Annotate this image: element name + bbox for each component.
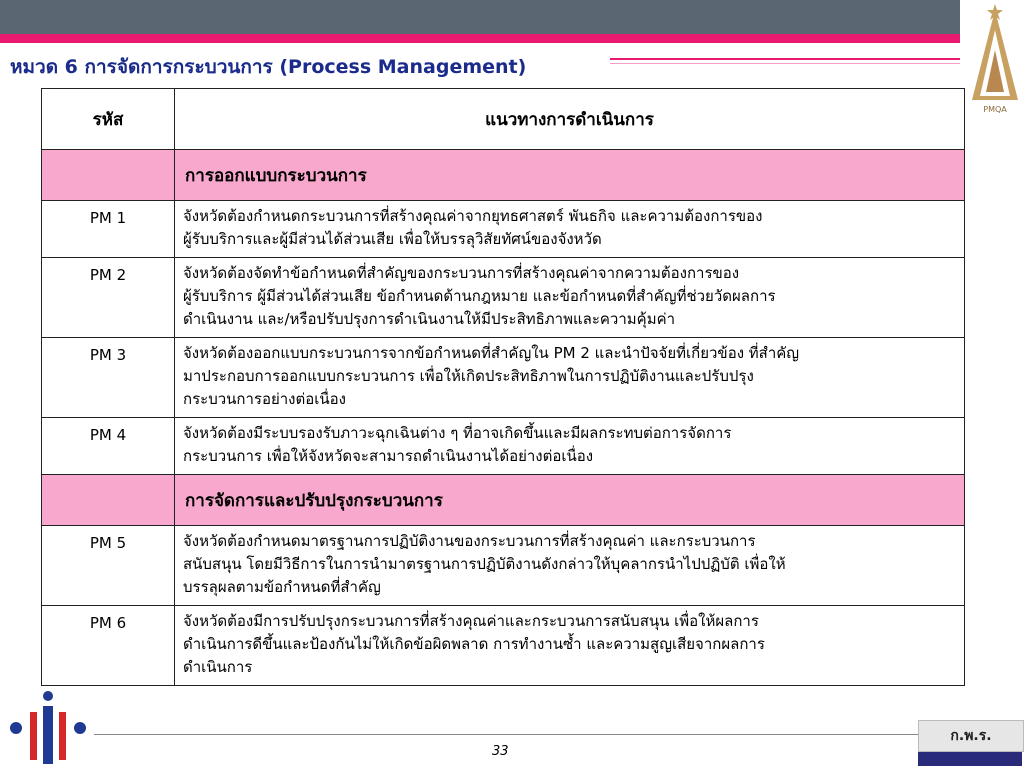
table-header-row: [42, 89, 965, 150]
criterion-description: [175, 526, 965, 606]
criterion-description: [175, 606, 965, 686]
description-line: สนับสนุน โดยมีวิธีการในการนำมาตรฐานการปฏิบัติงานดังกล่าวให้บุคลากรนำไปปฏิบัติ เพื่อให้: [183, 555, 786, 573]
description-line: จังหวัดต้องกำหนดมาตรฐานการปฏิบัติงานของกระบวนการที่สร้างคุณค่า และกระบวนการ: [183, 532, 756, 550]
column-header-description: แนวทางการดำเนินการ: [175, 89, 965, 150]
process-management-table: [41, 88, 965, 686]
criterion-description: [175, 418, 965, 475]
description-line: มาประกอบการออกแบบกระบวนการ เพื่อให้เกิดประสิทธิภาพในการปฏิบัติงานและปรับปรุง: [183, 367, 754, 385]
section-label: การออกแบบกระบวนการ: [175, 150, 965, 201]
table-row: [42, 606, 965, 686]
section-label: การจัดการและปรับปรุงกระบวนการ: [175, 475, 965, 526]
criterion-description: [175, 338, 965, 418]
criterion-description: [175, 201, 965, 258]
footer-divider: [90, 734, 920, 735]
section-code-cell: [42, 475, 175, 526]
criterion-code: PM 3: [42, 338, 175, 418]
ocsc-logo-text: ก.พ.ร.: [918, 720, 1024, 752]
criterion-code: PM 6: [42, 606, 175, 686]
description-line: กระบวนการ เพื่อให้จังหวัดจะสามารถดำเนินงานได้อย่างต่อเนื่อง: [183, 447, 594, 465]
organization-logo: [2, 686, 94, 768]
criterion-description: [175, 258, 965, 338]
column-header-code: รหัส: [42, 89, 175, 150]
description-line: ผู้รับบริการและผู้มีส่วนได้ส่วนเสีย เพื่อให้บรรลุวิสัยทัศน์ของจังหวัด: [183, 230, 602, 248]
ocsc-logo: [918, 718, 1022, 766]
accent-bar: [0, 34, 960, 43]
description-line: ดำเนินการ: [183, 658, 253, 676]
criterion-code: PM 2: [42, 258, 175, 338]
description-line: จังหวัดต้องมีการปรับปรุงกระบวนการที่สร้างคุณค่าและกระบวนการสนับสนุน เพื่อให้ผลการ: [183, 612, 759, 630]
description-line: จังหวัดต้องออกแบบกระบวนการจากข้อกำหนดที่สำคัญใน PM 2 และนำปัจจัยที่เกี่ยวข้อง ที่สำคัญ: [183, 344, 800, 362]
ocsc-logo-strip: [918, 752, 1022, 766]
title-underline: [610, 58, 960, 60]
criterion-code: PM 5: [42, 526, 175, 606]
top-banner: [0, 0, 960, 34]
table-row: [42, 418, 965, 475]
description-line: บรรลุผลตามข้อกำหนดที่สำคัญ: [183, 578, 381, 596]
pmqa-logo: [966, 0, 1024, 120]
table-row: [42, 338, 965, 418]
description-line: ดำเนินงาน และ/หรือปรับปรุงการดำเนินงานให้มีประสิทธิภาพและความคุ้มค่า: [183, 310, 676, 328]
criterion-code: PM 1: [42, 201, 175, 258]
section-row: [42, 475, 965, 526]
description-line: กระบวนการอย่างต่อเนื่อง: [183, 390, 346, 408]
section-row: [42, 150, 965, 201]
criterion-code: PM 4: [42, 418, 175, 475]
table-row: [42, 258, 965, 338]
description-line: ดำเนินการดีขึ้นและป้องกันไม่ให้เกิดข้อผิดพลาด การทำงานซ้ำ และความสูญเสียจากผลการ: [183, 635, 765, 653]
section-code-cell: [42, 150, 175, 201]
page-number: 33: [492, 744, 509, 759]
description-line: ผู้รับบริการ ผู้มีส่วนได้ส่วนเสีย ข้อกำหนดด้านกฎหมาย และข้อกำหนดที่สำคัญที่ช่วยวัดผลการ: [183, 287, 776, 305]
page-title: หมวด 6 การจัดการกระบวนการ (Process Management): [10, 52, 538, 82]
description-line: จังหวัดต้องกำหนดกระบวนการที่สร้างคุณค่าจากยุทธศาสตร์ พันธกิจ และความต้องการของ: [183, 207, 763, 225]
description-line: จังหวัดต้องจัดทำข้อกำหนดที่สำคัญของกระบวนการที่สร้างคุณค่าจากความต้องการของ: [183, 264, 740, 282]
table-row: [42, 201, 965, 258]
pmqa-logo-text: PMQA: [983, 105, 1007, 114]
title-underline-secondary: [610, 63, 960, 64]
table-row: [42, 526, 965, 606]
description-line: จังหวัดต้องมีระบบรองรับภาวะฉุกเฉินต่าง ๆ ที่อาจเกิดขึ้นและมีผลกระทบต่อการจัดการ: [183, 424, 732, 442]
